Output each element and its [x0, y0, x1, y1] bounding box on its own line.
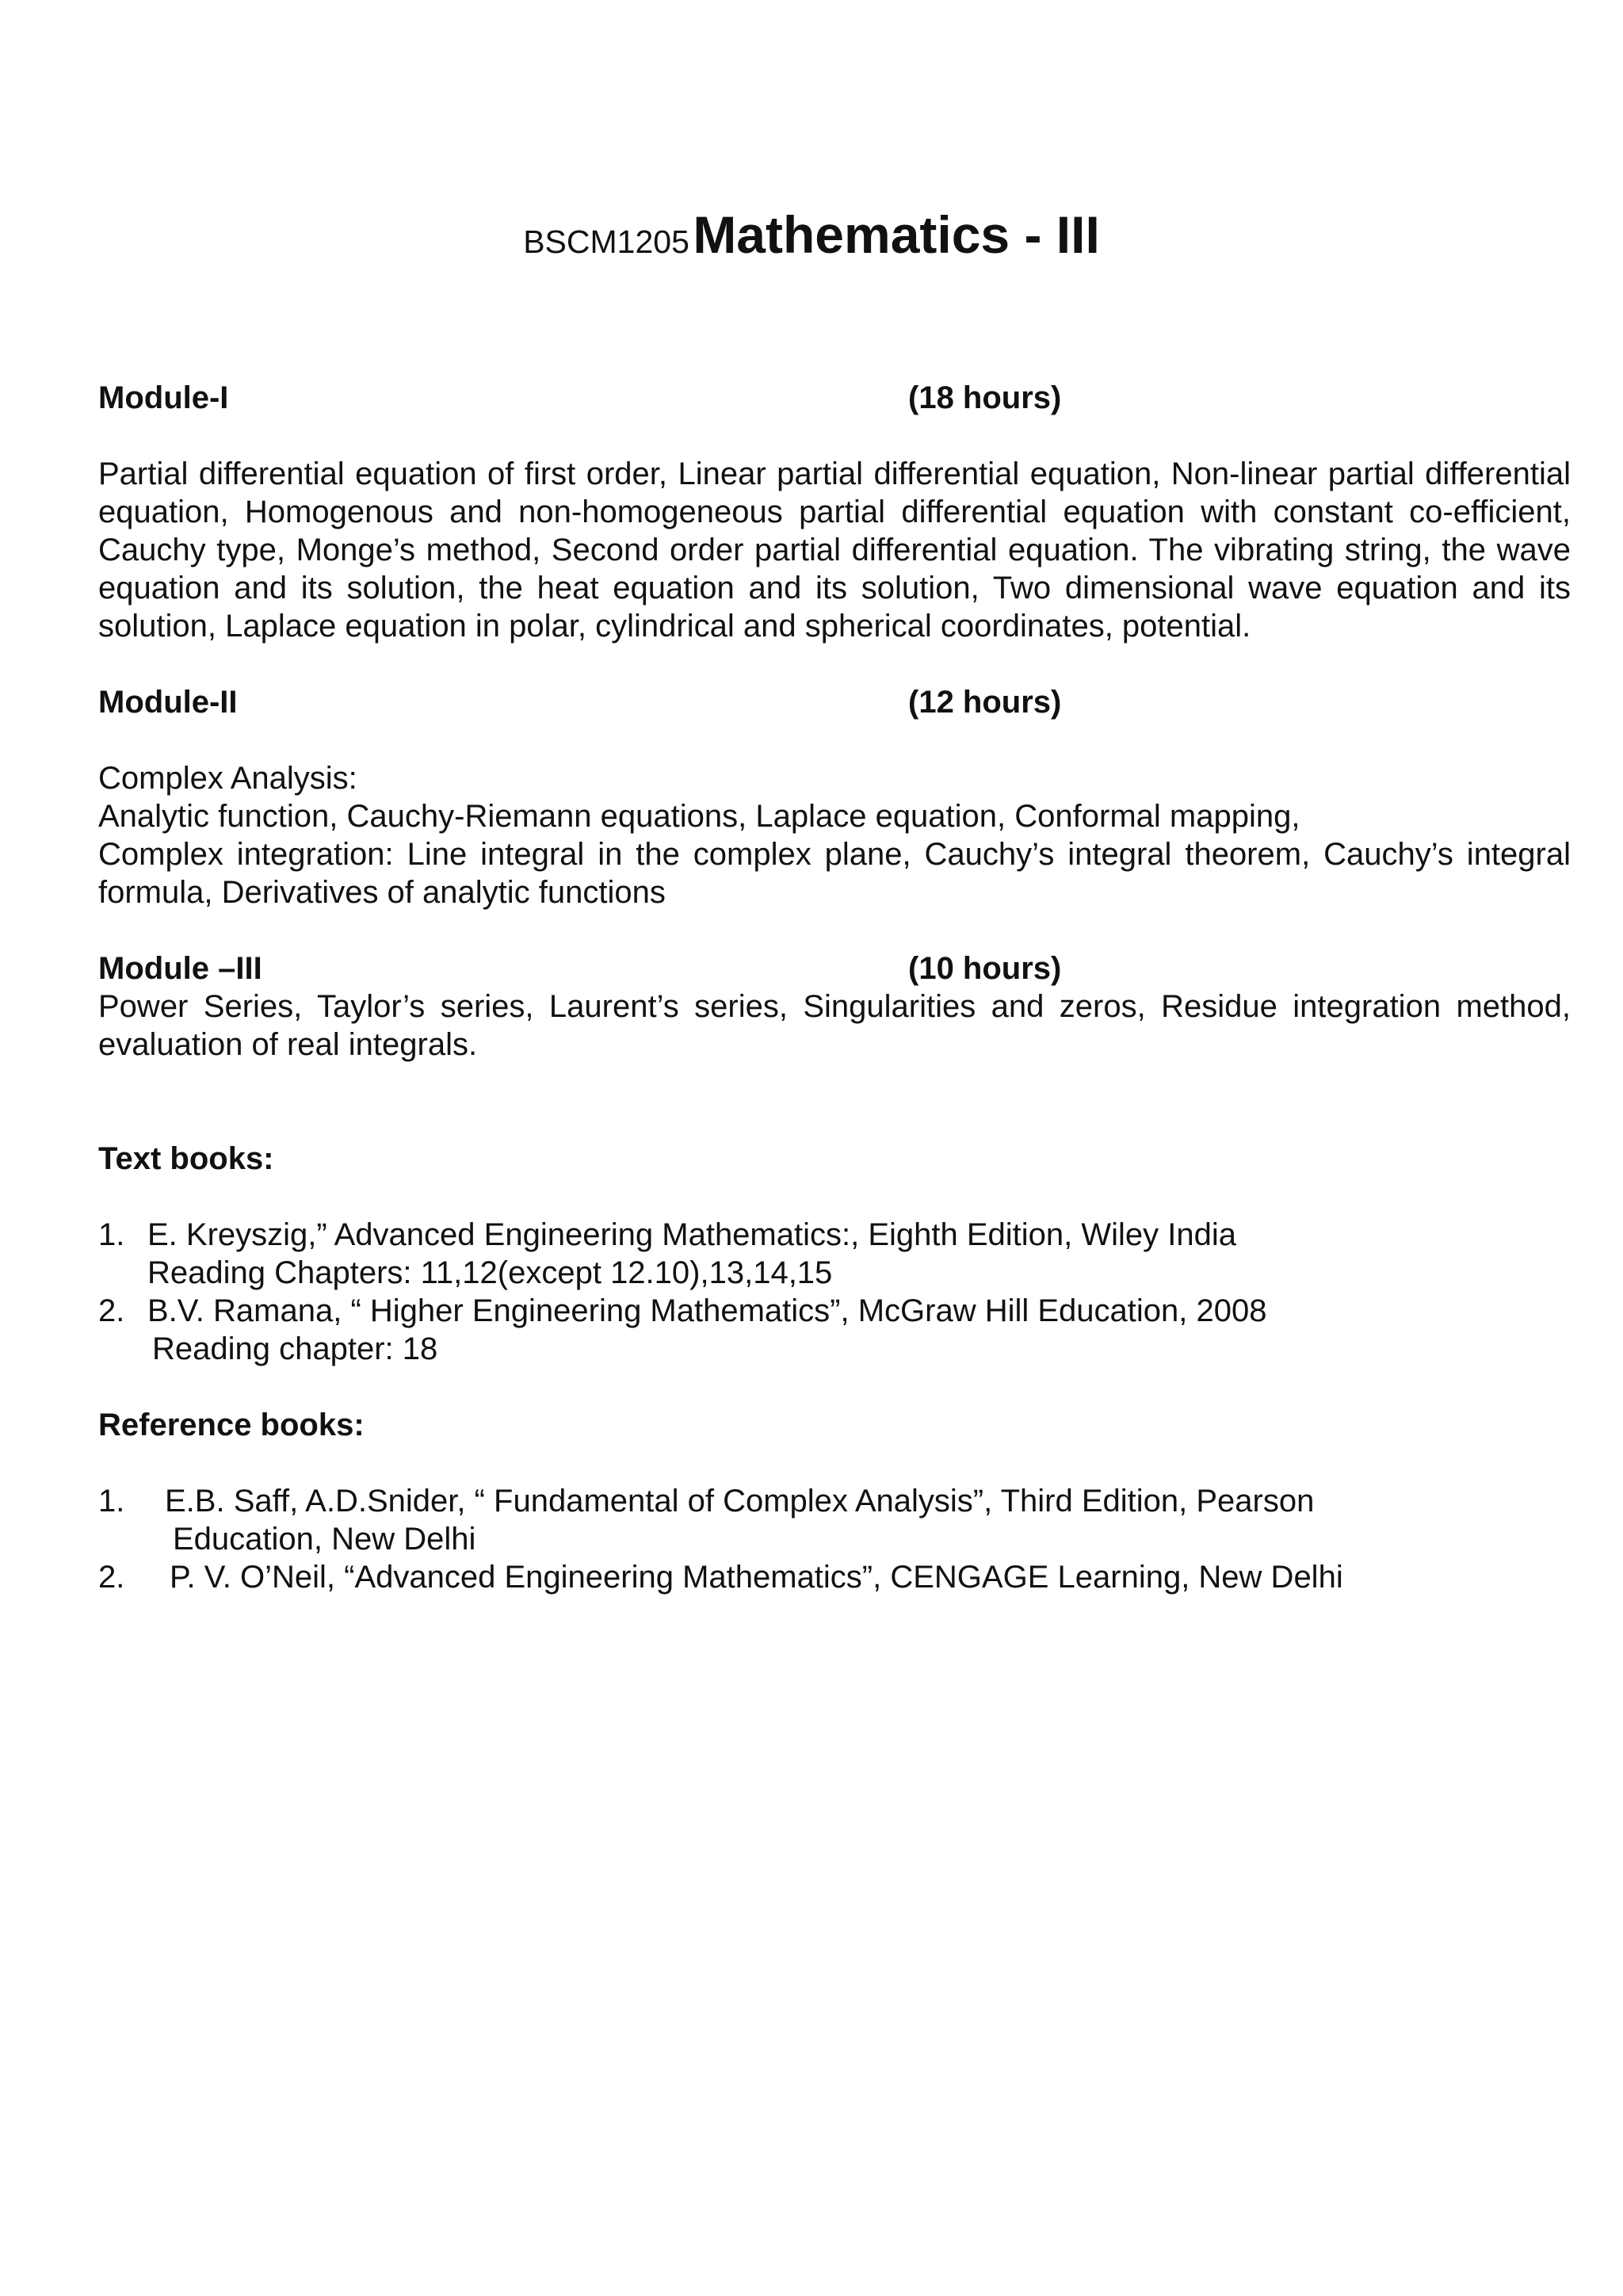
syllabus-content — [98, 379, 1571, 1596]
reading-chapters: Reading chapter: 18 — [152, 1331, 438, 1366]
module-1-heading — [98, 379, 1571, 417]
module-2-line-2: Analytic function, Cauchy-Riemann equations, Laplace equation, Conformal mapping, — [98, 799, 1300, 834]
book-title: B.V. Ramana, “ Higher Engineering Mathematics”, McGraw Hill Education, 2008 — [147, 1293, 1267, 1328]
reference-books-list — [98, 1482, 1571, 1596]
list-item — [98, 1216, 1571, 1254]
list-item — [98, 1292, 1571, 1330]
module-1-description: Partial differential equation of first order, Linear partial differential equation, Non-linear partial differential equation, Homogenous and non-homogeneous partial differential equation with constant co-efficient, Cauchy type, Monge’s method, Second order partial differential equation. The vibrating string, the wave equation and its solution, the heat equation and its solution, Two dimensional wave equation and its solution, Laplace equation in polar, cylindrical and spherical coordinates, potential. — [98, 457, 1571, 644]
reading-chapters: Reading Chapters: 11,12(except 12.10),13,14,15 — [147, 1255, 833, 1290]
course-title: Mathematics - III — [693, 205, 1100, 264]
reference-books-heading: Reference books: — [98, 1408, 365, 1442]
course-code: BSCM1205 — [523, 223, 689, 260]
page-title — [0, 204, 1623, 265]
module-3-description: Power Series, Taylor’s series, Laurent’s series, Singularities and zeros, Residue integration method, evaluation of real integrals. — [98, 989, 1571, 1062]
list-item — [98, 1482, 1571, 1520]
module-3-hours: (10 hours) — [908, 951, 1062, 986]
list-item — [98, 1558, 1571, 1596]
book-continuation: Education, New Delhi — [173, 1522, 476, 1557]
book-title: P. V. O’Neil, “Advanced Engineering Mathematics”, CENGAGE Learning, New Delhi — [170, 1560, 1343, 1595]
text-books-heading: Text books: — [98, 1141, 274, 1176]
module-1-name: Module-I — [98, 380, 229, 415]
module-2-heading — [98, 683, 1571, 721]
module-2-line-3: Complex integration: Line integral in the complex plane, Cauchy’s integral theorem, Cauchy’s integral formula, Derivatives of analytic functions — [98, 837, 1571, 910]
module-3-heading — [98, 949, 1571, 988]
module-3-name: Module –III — [98, 951, 262, 986]
book-title: E.B. Saff, A.D.Snider, “ Fundamental of Complex Analysis”, Third Edition, Pearson — [165, 1484, 1315, 1519]
text-books-list — [98, 1216, 1571, 1368]
item-number: 1. — [98, 1217, 125, 1252]
book-title: E. Kreyszig,” Advanced Engineering Mathematics:, Eighth Edition, Wiley India — [147, 1217, 1237, 1252]
module-2-hours: (12 hours) — [908, 685, 1062, 720]
item-number: 1. — [98, 1484, 125, 1519]
module-2-name: Module-II — [98, 685, 238, 720]
module-1-hours: (18 hours) — [908, 380, 1062, 415]
item-number: 2. — [98, 1560, 125, 1595]
item-number: 2. — [98, 1293, 125, 1328]
module-2-line-1: Complex Analysis: — [98, 761, 357, 796]
